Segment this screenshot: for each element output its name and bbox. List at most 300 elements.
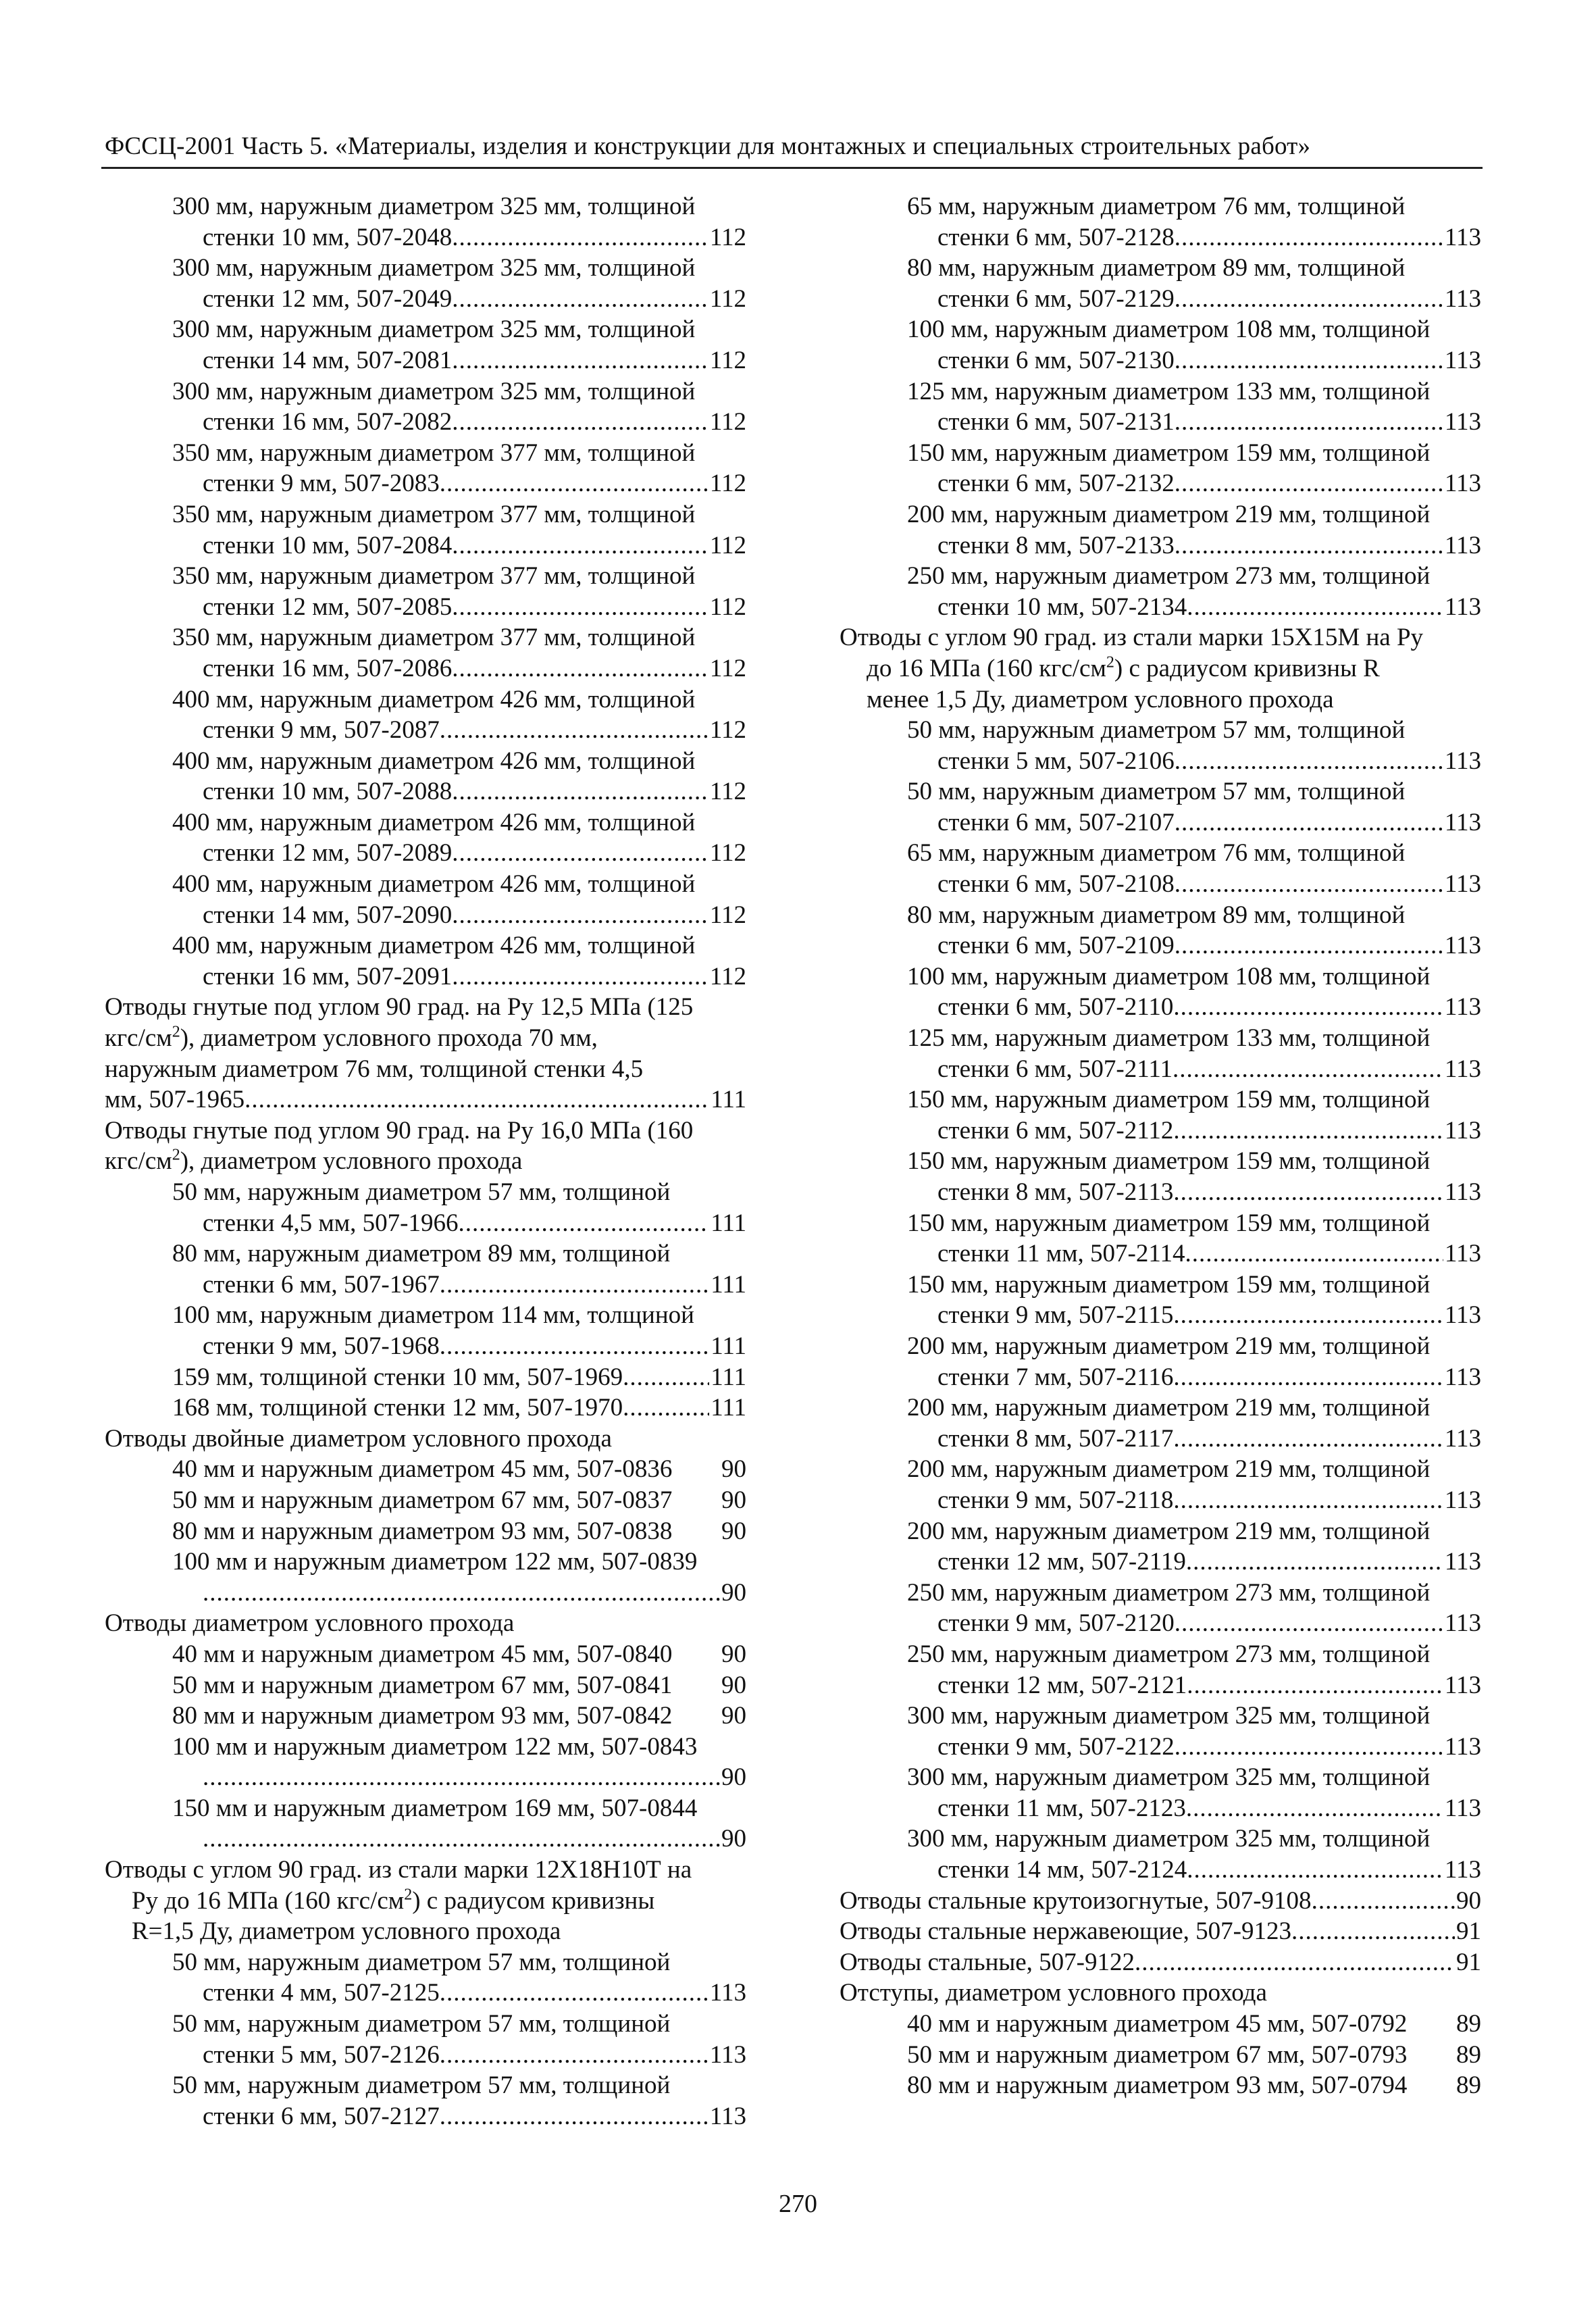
- index-entry-line: [840, 684, 1481, 715]
- index-entry-line: [105, 1578, 746, 1609]
- index-entry-line: [840, 1392, 1481, 1424]
- entry-text: стенки 9 мм, 507-2087: [203, 716, 440, 745]
- dot-leader: [672, 1454, 716, 1485]
- entry-page-ref: 113: [1444, 1671, 1481, 1699]
- index-entry-line: [840, 1916, 1481, 1947]
- index-entry-line: [840, 1855, 1481, 1886]
- entry-text: Отводы стальные нержавеющие, 507-9123: [840, 1917, 1291, 1946]
- index-entry-line: [840, 900, 1481, 931]
- index-entry-line: [840, 1886, 1481, 1917]
- entry-text: 350 мм, наружным диаметром 377 мм, толщиной: [172, 624, 696, 652]
- entry-text: 300 мм, наружным диаметром 325 мм, толщиной: [907, 1763, 1431, 1792]
- entry-text: стенки 6 мм, 507-2107: [937, 808, 1175, 836]
- entry-text: 250 мм, наружным диаметром 273 мм, толщиной: [907, 1578, 1431, 1607]
- dot-leader: [1175, 807, 1443, 838]
- entry-page-ref: 90: [1456, 1886, 1481, 1915]
- entry-page-ref: 113: [1444, 1609, 1481, 1638]
- index-entry-line: [105, 191, 746, 222]
- dot-leader: [1291, 1916, 1455, 1947]
- entry-page-ref: 113: [1444, 1301, 1481, 1330]
- index-entry-line: [105, 530, 746, 561]
- index-column-left: [105, 191, 746, 2132]
- entry-text: 50 мм, наружным диаметром 57 мм, толщиной: [172, 1178, 671, 1206]
- index-entry-line: [105, 1732, 746, 1763]
- dot-leader: [1173, 992, 1443, 1023]
- entry-text: стенки 10 мм, 507-2048: [203, 223, 453, 251]
- entry-page-ref: 112: [709, 778, 746, 806]
- index-entry-line: [105, 468, 746, 499]
- entry-text: 400 мм, наружным диаметром 426 мм, толщиной: [172, 932, 696, 960]
- entry-text: наружным диаметром 76 мм, толщиной стенки 4,5: [105, 1055, 644, 1083]
- entry-text: стенки 6 мм, 507-2108: [937, 870, 1175, 899]
- index-entry-line: [840, 1978, 1481, 2009]
- index-entry-line: [840, 653, 1481, 684]
- index-entry-line: [105, 1392, 746, 1424]
- index-entry-line: [840, 622, 1481, 653]
- entry-page-ref: 111: [711, 1270, 746, 1299]
- index-entry-line: [105, 1208, 746, 1239]
- dot-leader: [244, 1084, 709, 1115]
- dot-leader: [672, 1639, 716, 1670]
- index-entry-line: [105, 1546, 746, 1578]
- index-entry-line: [105, 1300, 746, 1331]
- entry-page-ref: 90: [721, 1455, 746, 1484]
- dot-leader: [1175, 530, 1443, 561]
- dot-leader: [1185, 1238, 1443, 1269]
- entry-page-ref: 112: [709, 593, 746, 621]
- index-entry-line: [840, 869, 1481, 900]
- entry-text: 80 мм и наружным диаметром 93 мм, 507-0794: [907, 2071, 1408, 2100]
- entry-page-ref: 113: [1444, 1486, 1481, 1514]
- entry-text: стенки 9 мм, 507-2122: [937, 1732, 1175, 1761]
- entry-page-ref: 111: [711, 1332, 746, 1360]
- index-entry-line: [840, 561, 1481, 592]
- entry-text: кгс/$см^2$), диаметром условного прохода: [105, 1147, 523, 1176]
- entry-text: стенки 14 мм, 507-2081: [203, 346, 453, 374]
- entry-text: 150 мм, наружным диаметром 159 мм, толщиной: [907, 1147, 1431, 1176]
- entry-text: 250 мм, наружным диаметром 273 мм, толщиной: [907, 1640, 1431, 1668]
- entry-text: 400 мм, наружным диаметром 426 мм, толщиной: [172, 870, 696, 899]
- dot-leader: [203, 1578, 720, 1609]
- entry-text: Ру до 16 МПа (160 кгс/$см^2$) с радиусом кривизны: [132, 1886, 655, 1915]
- index-entry-line: [840, 222, 1481, 253]
- index-entry-line: [840, 1608, 1481, 1639]
- index-entry-line: [840, 1269, 1481, 1301]
- dot-leader: [1173, 1485, 1443, 1516]
- entry-text: 80 мм и наружным диаметром 93 мм, 507-0838: [172, 1517, 673, 1545]
- dot-leader: [1186, 1793, 1443, 1824]
- dot-leader: [452, 653, 709, 684]
- dot-leader: [452, 345, 709, 376]
- page-number: 270: [779, 2190, 817, 2218]
- entry-text: 300 мм, наружным диаметром 325 мм, толщиной: [172, 254, 696, 282]
- dot-leader: [440, 715, 709, 746]
- entry-text: стенки 12 мм, 507-2119: [937, 1548, 1186, 1576]
- entry-page-ref: 90: [721, 1702, 746, 1730]
- entry-text: стенки 16 мм, 507-2086: [203, 654, 453, 682]
- entry-text: стенки 16 мм, 507-2091: [203, 962, 453, 990]
- index-entry-line: [105, 1269, 746, 1301]
- dot-leader: [1407, 2040, 1451, 2071]
- entry-page-ref: 90: [721, 1825, 746, 1853]
- entry-text: стенки 6 мм, 507-1967: [203, 1270, 440, 1299]
- index-entry-line: [105, 1054, 746, 1085]
- index-entry-line: [105, 992, 746, 1023]
- entry-page-ref: 113: [1444, 1856, 1481, 1884]
- entry-text: 150 мм и наружным диаметром 169 мм, 507-0844: [172, 1794, 698, 1822]
- entry-text: 400 мм, наружным диаметром 426 мм, толщиной: [172, 747, 696, 775]
- index-entry-line: [105, 499, 746, 530]
- index-entry-line: [840, 1424, 1481, 1455]
- dot-leader: [1175, 284, 1443, 315]
- index-entry-line: [840, 376, 1481, 407]
- index-entry-line: [840, 1177, 1481, 1208]
- entry-text: стенки 7 мм, 507-2116: [937, 1363, 1174, 1391]
- index-entry-line: [840, 499, 1481, 530]
- running-header: ФССЦ-2001 Часть 5. «Материалы, изделия и конструкции для монтажных и специальных строительных работ»: [105, 132, 1311, 160]
- entry-text: 80 мм, наружным диаметром 89 мм, толщиной: [907, 901, 1406, 929]
- dot-leader: [1187, 1670, 1443, 1701]
- entry-text: 150 мм, наружным диаметром 159 мм, толщиной: [907, 1209, 1431, 1237]
- entry-page-ref: 113: [709, 2102, 746, 2130]
- index-entry-line: [105, 314, 746, 345]
- index-entry-line: [105, 2009, 746, 2040]
- index-entry-line: [840, 838, 1481, 869]
- entry-text: до 16 МПа (160 кгс/$см^2$) с радиусом кривизны R: [867, 653, 1380, 682]
- dot-leader: [672, 1485, 716, 1516]
- index-entry-line: [840, 1701, 1481, 1732]
- entry-text: 50 мм, наружным диаметром 57 мм, толщиной: [907, 778, 1406, 806]
- entry-page-ref: 113: [1444, 408, 1481, 436]
- index-entry-line: [840, 438, 1481, 469]
- dot-leader: [452, 530, 709, 561]
- index-entry-line: [840, 1146, 1481, 1177]
- entry-page-ref: 89: [1456, 2010, 1481, 2038]
- index-entry-line: [105, 376, 746, 407]
- entry-text: 300 мм, наружным диаметром 325 мм, толщиной: [907, 1702, 1431, 1730]
- dot-leader: [672, 1516, 716, 1547]
- dot-leader: [1173, 1054, 1443, 1085]
- index-entry-line: [105, 1362, 746, 1393]
- entry-page-ref: 113: [1444, 1548, 1481, 1576]
- index-entry-line: [840, 807, 1481, 838]
- index-entry-line: [840, 1084, 1481, 1115]
- entry-page-ref: 111: [711, 1086, 746, 1114]
- entry-text: стенки 11 мм, 507-2114: [937, 1240, 1185, 1268]
- index-entry-line: [105, 1023, 746, 1054]
- dot-leader: [440, 1331, 709, 1362]
- entry-page-ref: 112: [709, 901, 746, 929]
- entry-page-ref: 113: [1444, 223, 1481, 251]
- entry-page-ref: 113: [1444, 1178, 1481, 1206]
- entry-text: 300 мм, наружным диаметром 325 мм, толщиной: [172, 316, 696, 344]
- index-entry-line: [840, 1362, 1481, 1393]
- index-entry-line: [840, 1331, 1481, 1362]
- index-entry-line: [105, 653, 746, 684]
- index-entry-line: [105, 838, 746, 869]
- index-entry-line: [840, 1300, 1481, 1331]
- dot-leader: [1312, 1886, 1455, 1917]
- index-entry-line: [105, 253, 746, 284]
- entry-page-ref: 113: [1444, 284, 1481, 313]
- entry-page-ref: 113: [1444, 593, 1481, 621]
- entry-text: 300 мм, наружным диаметром 325 мм, толщиной: [172, 193, 696, 220]
- entry-page-ref: 113: [1444, 1732, 1481, 1761]
- entry-page-ref: 90: [721, 1517, 746, 1545]
- entry-page-ref: 113: [1444, 932, 1481, 960]
- index-entry-line: [840, 776, 1481, 807]
- entry-page-ref: 112: [709, 839, 746, 867]
- entry-page-ref: 111: [711, 1363, 746, 1391]
- entry-text: стенки 6 мм, 507-2112: [937, 1116, 1174, 1145]
- index-entry-line: [105, 807, 746, 838]
- entry-text: 200 мм, наружным диаметром 219 мм, толщиной: [907, 1394, 1431, 1422]
- entry-text: стенки 12 мм, 507-2121: [937, 1671, 1187, 1699]
- dot-leader: [203, 1823, 720, 1855]
- dot-leader: [440, 2101, 709, 2132]
- entry-text: 250 мм, наружным диаметром 273 мм, толщиной: [907, 562, 1431, 590]
- entry-text: стенки 9 мм, 507-2118: [937, 1486, 1174, 1514]
- entry-page-ref: 113: [1444, 747, 1481, 775]
- entry-text: 200 мм, наружным диаметром 219 мм, толщиной: [907, 1332, 1431, 1360]
- entry-page-ref: 112: [709, 408, 746, 436]
- dot-leader: [459, 1208, 710, 1239]
- dot-leader: [452, 222, 709, 253]
- index-entry-line: [105, 1238, 746, 1269]
- index-entry-line: [105, 1516, 746, 1547]
- entry-text: Отводы гнутые под углом 90 град. на Ру 16,0 МПа (160: [105, 1116, 694, 1145]
- index-entry-line: [840, 2009, 1481, 2040]
- entry-page-ref: 113: [709, 2040, 746, 2069]
- entry-text: 80 мм, наружным диаметром 89 мм, толщиной: [907, 254, 1406, 282]
- index-entry-line: [840, 1578, 1481, 1609]
- dot-leader: [1173, 1362, 1443, 1393]
- index-entry-line: [840, 746, 1481, 777]
- dot-leader: [452, 407, 709, 438]
- entry-text: стенки 4,5 мм, 507-1966: [203, 1209, 459, 1237]
- index-entry-line: [105, 1916, 746, 1947]
- index-entry-line: [840, 2070, 1481, 2101]
- dot-leader: [452, 284, 709, 315]
- index-entry-line: [105, 1886, 746, 1917]
- entry-page-ref: 113: [1444, 808, 1481, 836]
- entry-text: стенки 5 мм, 507-2126: [203, 2040, 440, 2069]
- entry-text: 65 мм, наружным диаметром 76 мм, толщиной: [907, 193, 1406, 220]
- entry-page-ref: 112: [709, 470, 746, 498]
- entry-page-ref: 112: [709, 284, 746, 313]
- entry-page-ref: 113: [1444, 346, 1481, 374]
- entry-text: 168 мм, толщиной стенки 12 мм, 507-1970: [172, 1394, 623, 1422]
- dot-leader: [452, 592, 709, 623]
- entry-text: R=1,5 Ду, диаметром условного прохода: [132, 1917, 561, 1946]
- entry-text: стенки 16 мм, 507-2082: [203, 408, 453, 436]
- index-entry-line: [105, 438, 746, 469]
- entry-text: 40 мм и наружным диаметром 45 мм, 507-0840: [172, 1640, 673, 1668]
- entry-text: стенки 8 мм, 507-2133: [937, 531, 1175, 559]
- index-entry-line: [840, 284, 1481, 315]
- index-entry-line: [105, 1084, 746, 1115]
- entry-text: стенки 6 мм, 507-2111: [937, 1055, 1173, 1083]
- entry-text: 150 мм, наружным диаметром 159 мм, толщиной: [907, 1270, 1431, 1299]
- entry-page-ref: 113: [709, 1979, 746, 2007]
- entry-page-ref: 89: [1456, 2071, 1481, 2100]
- entry-page-ref: 91: [1456, 1917, 1481, 1946]
- entry-text: стенки 14 мм, 507-2124: [937, 1856, 1187, 1884]
- index-entry-line: [840, 1516, 1481, 1547]
- dot-leader: [1175, 468, 1443, 499]
- entry-text: 50 мм, наружным диаметром 57 мм, толщиной: [172, 2071, 671, 2100]
- index-entry-line: [105, 284, 746, 315]
- dot-leader: [452, 838, 709, 869]
- dot-leader: [1173, 1424, 1443, 1455]
- entry-page-ref: 90: [721, 1486, 746, 1514]
- index-entry-line: [105, 2070, 746, 2101]
- entry-page-ref: 113: [1444, 1794, 1481, 1822]
- entry-text: 50 мм и наружным диаметром 67 мм, 507-0837: [172, 1486, 673, 1514]
- index-entry-line: [105, 1331, 746, 1362]
- index-entry-line: [105, 1454, 746, 1485]
- entry-text: 50 мм, наружным диаметром 57 мм, толщиной: [172, 2010, 671, 2038]
- entry-text: стенки 12 мм, 507-2089: [203, 839, 453, 867]
- entry-text: 65 мм, наружным диаметром 76 мм, толщиной: [907, 839, 1406, 867]
- dot-leader: [1175, 746, 1443, 777]
- index-entry-line: [105, 222, 746, 253]
- entry-text: стенки 10 мм, 507-2084: [203, 531, 453, 559]
- dot-leader: [1175, 407, 1443, 438]
- entry-page-ref: 112: [709, 716, 746, 745]
- index-entry-line: [105, 1115, 746, 1147]
- entry-page-ref: 90: [721, 1578, 746, 1607]
- index-entry-line: [105, 622, 746, 653]
- index-entry-line: [840, 1023, 1481, 1054]
- index-entry-line: [105, 1146, 746, 1177]
- entry-page-ref: 113: [1444, 531, 1481, 559]
- index-entry-line: [840, 2040, 1481, 2071]
- index-entry-line: [105, 1608, 746, 1639]
- index-entry-line: [840, 1238, 1481, 1269]
- entry-page-ref: 113: [1444, 1116, 1481, 1145]
- index-entry-line: [840, 1208, 1481, 1239]
- entry-text: менее 1,5 Ду, диаметром условного прохода: [867, 685, 1334, 713]
- index-entry-line: [840, 1054, 1481, 1085]
- entry-text: 350 мм, наружным диаметром 377 мм, толщиной: [172, 500, 696, 528]
- entry-text: 50 мм, наружным диаметром 57 мм, толщиной: [907, 716, 1406, 745]
- dot-leader: [1407, 2070, 1451, 2101]
- entry-text: Отводы диаметром условного прохода: [105, 1609, 515, 1638]
- index-entry-line: [105, 2101, 746, 2132]
- dot-leader: [203, 1762, 720, 1793]
- dot-leader: [440, 1978, 709, 2009]
- dot-leader: [1173, 1300, 1443, 1331]
- entry-page-ref: 90: [721, 1763, 746, 1792]
- header-rule: [101, 167, 1483, 169]
- entry-text: Отводы двойные диаметром условного прохода: [105, 1424, 612, 1453]
- index-entry-line: [105, 1485, 746, 1516]
- index-entry-line: [840, 992, 1481, 1023]
- entry-text: 200 мм, наружным диаметром 219 мм, толщиной: [907, 500, 1431, 528]
- index-entry-line: [105, 746, 746, 777]
- index-entry-line: [840, 1823, 1481, 1855]
- index-entry-line: [105, 561, 746, 592]
- entry-text: стенки 8 мм, 507-2117: [937, 1424, 1174, 1453]
- index-entry-line: [105, 1978, 746, 2009]
- index-entry-line: [840, 1454, 1481, 1485]
- entry-page-ref: 111: [711, 1209, 746, 1237]
- entry-text: стенки 12 мм, 507-2085: [203, 593, 453, 621]
- entry-text: 300 мм, наружным диаметром 325 мм, толщиной: [907, 1825, 1431, 1853]
- entry-text: 350 мм, наружным диаметром 377 мм, толщиной: [172, 562, 696, 590]
- entry-text: 80 мм и наружным диаметром 93 мм, 507-0842: [172, 1702, 673, 1730]
- dot-leader: [440, 2040, 709, 2071]
- entry-page-ref: 89: [1456, 2040, 1481, 2069]
- index-entry-line: [840, 314, 1481, 345]
- entry-text: Отводы гнутые под углом 90 град. на Ру 12,5 МПа (125: [105, 993, 694, 1022]
- entry-text: 150 мм, наружным диаметром 159 мм, толщиной: [907, 1086, 1431, 1114]
- index-entry-line: [105, 900, 746, 931]
- index-entry-line: [840, 961, 1481, 992]
- entry-text: стенки 9 мм, 507-2083: [203, 470, 440, 498]
- index-entry-line: [105, 869, 746, 900]
- index-entry-line: [840, 345, 1481, 376]
- dot-leader: [623, 1362, 709, 1393]
- index-entry-line: [840, 468, 1481, 499]
- entry-page-ref: 113: [1444, 1240, 1481, 1268]
- entry-text: 125 мм, наружным диаметром 133 мм, толщиной: [907, 1024, 1431, 1053]
- entry-text: Отводы с углом 90 град. из стали марки 12Х18Н10Т на: [105, 1856, 692, 1884]
- dot-leader: [1175, 869, 1443, 900]
- index-entry-line: [840, 1546, 1481, 1578]
- entry-text: стенки 9 мм, 507-2120: [937, 1609, 1175, 1638]
- index-entry-line: [840, 253, 1481, 284]
- dot-leader: [1175, 1732, 1443, 1763]
- entry-text: 400 мм, наружным диаметром 426 мм, толщиной: [172, 685, 696, 713]
- index-entry-line: [840, 1732, 1481, 1763]
- entry-page-ref: 90: [721, 1640, 746, 1668]
- index-entry-line: [840, 1793, 1481, 1824]
- entry-text: стенки 10 мм, 507-2134: [937, 593, 1187, 621]
- index-entry-line: [105, 961, 746, 992]
- index-entry-line: [105, 1947, 746, 1978]
- dot-leader: [452, 776, 709, 807]
- dot-leader: [1175, 1608, 1443, 1639]
- entry-text: 159 мм, толщиной стенки 10 мм, 507-1969: [172, 1363, 623, 1391]
- entry-page-ref: 112: [709, 223, 746, 251]
- index-entry-line: [105, 1701, 746, 1732]
- entry-text: 40 мм и наружным диаметром 45 мм, 507-0792: [907, 2010, 1408, 2038]
- dot-leader: [1135, 1947, 1455, 1978]
- index-entry-line: [105, 1762, 746, 1793]
- entry-text: Отступы, диаметром условного прохода: [840, 1979, 1267, 2007]
- entry-text: стенки 6 мм, 507-2129: [937, 284, 1175, 313]
- dot-leader: [440, 468, 709, 499]
- entry-text: стенки 10 мм, 507-2088: [203, 778, 453, 806]
- index-entry-line: [105, 407, 746, 438]
- index-entry-line: [105, 776, 746, 807]
- index-entry-line: [840, 1670, 1481, 1701]
- index-entry-line: [840, 1947, 1481, 1978]
- dot-leader: [1175, 930, 1443, 961]
- index-entry-line: [840, 1485, 1481, 1516]
- entry-text: 100 мм, наружным диаметром 114 мм, толщиной: [172, 1301, 694, 1330]
- entry-page-ref: 90: [721, 1671, 746, 1699]
- entry-text: 200 мм, наружным диаметром 219 мм, толщиной: [907, 1455, 1431, 1484]
- entry-text: Отводы стальные, 507-9122: [840, 1948, 1135, 1976]
- entry-text: 150 мм, наружным диаметром 159 мм, толщиной: [907, 438, 1431, 467]
- entry-text: стенки 6 мм, 507-2131: [937, 408, 1175, 436]
- index-entry-line: [105, 1855, 746, 1886]
- dot-leader: [672, 1670, 716, 1701]
- entry-text: стенки 6 мм, 507-2110: [937, 993, 1174, 1022]
